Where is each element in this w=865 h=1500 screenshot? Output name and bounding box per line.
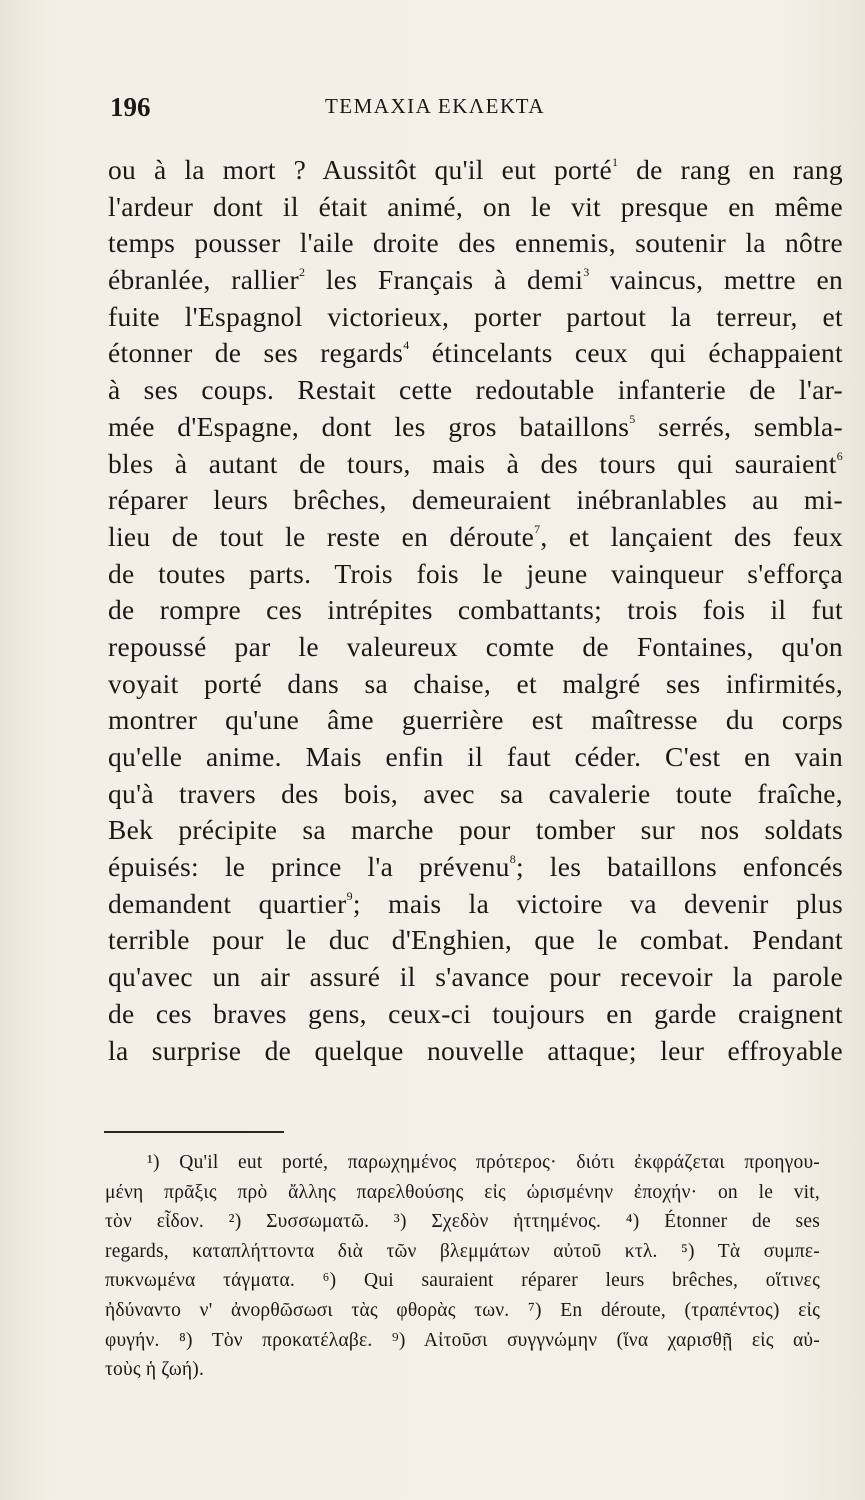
- footnote-marker: 6: [836, 448, 843, 463]
- footnote-line: πυκνωμένα τάγματα. ⁶) Qui sauraient réparer leurs brêches, οἵτινες: [105, 1270, 820, 1292]
- body-line: [108, 592, 843, 629]
- footnote-marker: 4: [403, 338, 410, 353]
- body-text-segment: fuite l'Espagnol victorieux, porter partout la terreur, et: [108, 300, 843, 332]
- body-text-segment: bles à autant de tours, mais à des tours qui sauraient: [108, 447, 837, 479]
- body-text-segment: demandent quartier: [108, 887, 347, 919]
- body-line: [108, 409, 843, 446]
- body-text-segment: mée d'Espagne, dont les gros bataillons: [108, 410, 630, 442]
- footnote-marker: 9: [346, 888, 353, 903]
- body-line: [108, 262, 843, 299]
- body-text-segment: étincelants ceux qui échappaient: [409, 337, 843, 369]
- body-text-segment: terrible pour le duc d'Enghien, que le combat. Pendant: [108, 924, 843, 956]
- body-line: [108, 922, 843, 959]
- body-text-segment: de ces braves gens, ceux-ci toujours en garde craignent: [108, 997, 843, 1029]
- footnote-line: τοὺς ἡ ζωή).: [105, 1359, 205, 1381]
- body-text-segment: temps pousser l'aile droite des ennemis, soutenir la nôtre: [108, 227, 843, 259]
- footnotes: [105, 1148, 820, 1385]
- body-text-segment: ou à la mort ? Aussitôt qu'il eut porté: [108, 154, 612, 185]
- body-line: [108, 225, 843, 262]
- body-line: [108, 849, 843, 886]
- footnote-line: ¹) Qu'il eut porté, παρωχημένος πρότερος· διότι ἐκφράζεται προηγου-: [147, 1152, 820, 1173]
- body-text-segment: l'ardeur dont il était animé, on le vit presque en même: [108, 190, 843, 222]
- footnote-marker: 8: [509, 852, 517, 867]
- body-line: [108, 959, 843, 996]
- body-text-segment: qu'à travers des bois, avec sa cavalerie toute fraîche,: [108, 777, 843, 809]
- running-title: ΤΕΜΑΧΙΑ ΕΚΛΕΚΤΑ: [324, 94, 545, 118]
- footnote-line: regards, καταπλήττοντα διὰ τῶν βλεμμάτων αὐτοῦ κτλ. ⁵) Τὰ συμπε-: [105, 1240, 820, 1262]
- body-text-segment: montrer qu'une âme guerrière est maîtresse du corps: [108, 704, 843, 736]
- body-text-segment: serrés, sembla-: [635, 410, 843, 442]
- body-text-segment: les Français à demi: [305, 264, 584, 296]
- footnote-marker: 3: [583, 265, 590, 280]
- body-text-segment: voyait porté dans sa chaise, et malgré ses infirmités,: [108, 667, 843, 699]
- body-line: [108, 812, 843, 849]
- body-text-segment: repoussé par le valeureux comte de Fontaines, qu'on: [108, 630, 843, 662]
- footnote-marker: 1: [611, 155, 619, 169]
- body-line: [108, 482, 843, 519]
- page-number: 196: [110, 92, 151, 122]
- footnote-line: φυγήν. ⁸) Τὸν προκατέλαβε. ⁹) Αἰτοῦσι συγγνώμην (ἵνα χαρισθῇ εἰς αὐ-: [105, 1329, 820, 1351]
- body-line: [108, 666, 843, 703]
- footnote-marker: 2: [299, 265, 306, 280]
- body-line: [108, 152, 843, 189]
- footnote-line: ἠδύναντο ν' ἀνορθῶσωσι τὰς φθορὰς των. ⁷) En déroute, (τραπέντος) εἰς: [105, 1299, 820, 1321]
- body-text-segment: lieu de tout le reste en déroute: [108, 520, 535, 552]
- body-text-segment: réparer leurs brêches, demeuraient inébranlables au mi-: [108, 484, 843, 516]
- body-line: [108, 299, 843, 336]
- body-line: [108, 189, 843, 226]
- body-text-segment: de rang en rang: [618, 154, 843, 185]
- body-text-segment: ; mais la victoire va devenir plus: [352, 887, 843, 919]
- body-text: [108, 152, 843, 1069]
- body-text-segment: étonner de ses regards: [108, 337, 404, 369]
- body-line: [108, 519, 843, 556]
- body-text-segment: à ses coups. Restait cette redoutable infanterie de l'ar-: [108, 374, 843, 406]
- page-header: [110, 92, 760, 132]
- body-text-segment: Bek précipite sa marche pour tomber sur nos soldats: [108, 814, 843, 846]
- body-text-segment: qu'elle anime. Mais enfin il faut céder. C'est en vain: [108, 741, 843, 772]
- body-text-segment: , et lançaient des feux: [540, 520, 843, 552]
- body-line: [108, 886, 843, 923]
- body-line: [108, 446, 843, 483]
- body-text-segment: de toutes parts. Trois fois le jeune vainqueur s'efforça: [108, 557, 843, 589]
- body-line: [108, 556, 843, 593]
- body-line: [108, 1033, 843, 1070]
- body-line: [108, 776, 843, 813]
- body-text-segment: ; les bataillons enfoncés: [516, 851, 843, 883]
- body-line: [108, 702, 843, 739]
- body-line: [108, 739, 843, 776]
- footnote-marker: 7: [534, 521, 541, 536]
- body-line: [108, 372, 843, 409]
- body-text-segment: qu'avec un air assuré il s'avance pour recevoir la parole: [108, 961, 843, 993]
- body-text-segment: ébranlée, rallier: [108, 264, 299, 296]
- body-line: [108, 335, 843, 372]
- footnote-line: τὸν εἶδον. ²) Συσσωματῶ. ³) Σχεδὸν ἡττημένος. ⁴) Étonner de ses: [105, 1211, 820, 1233]
- footnote-marker: 5: [629, 411, 636, 426]
- body-text-segment: épuisés: le prince l'a prévenu: [108, 851, 510, 883]
- body-line: [108, 629, 843, 666]
- body-line: [108, 996, 843, 1033]
- body-text-segment: vaincus, mettre en: [589, 264, 844, 296]
- body-text-segment: de rompre ces intrépites combattants; trois fois il fut: [108, 594, 843, 626]
- body-text-segment: la surprise de quelque nouvelle attaque; leur effroyable: [108, 1034, 843, 1066]
- footnote-rule: [104, 1131, 284, 1133]
- footnote-line: μένη πρᾶξις πρὸ ἄλλης παρελθούσης εἰς ὡρισμένην ἐποχήν· on le vit,: [105, 1181, 820, 1203]
